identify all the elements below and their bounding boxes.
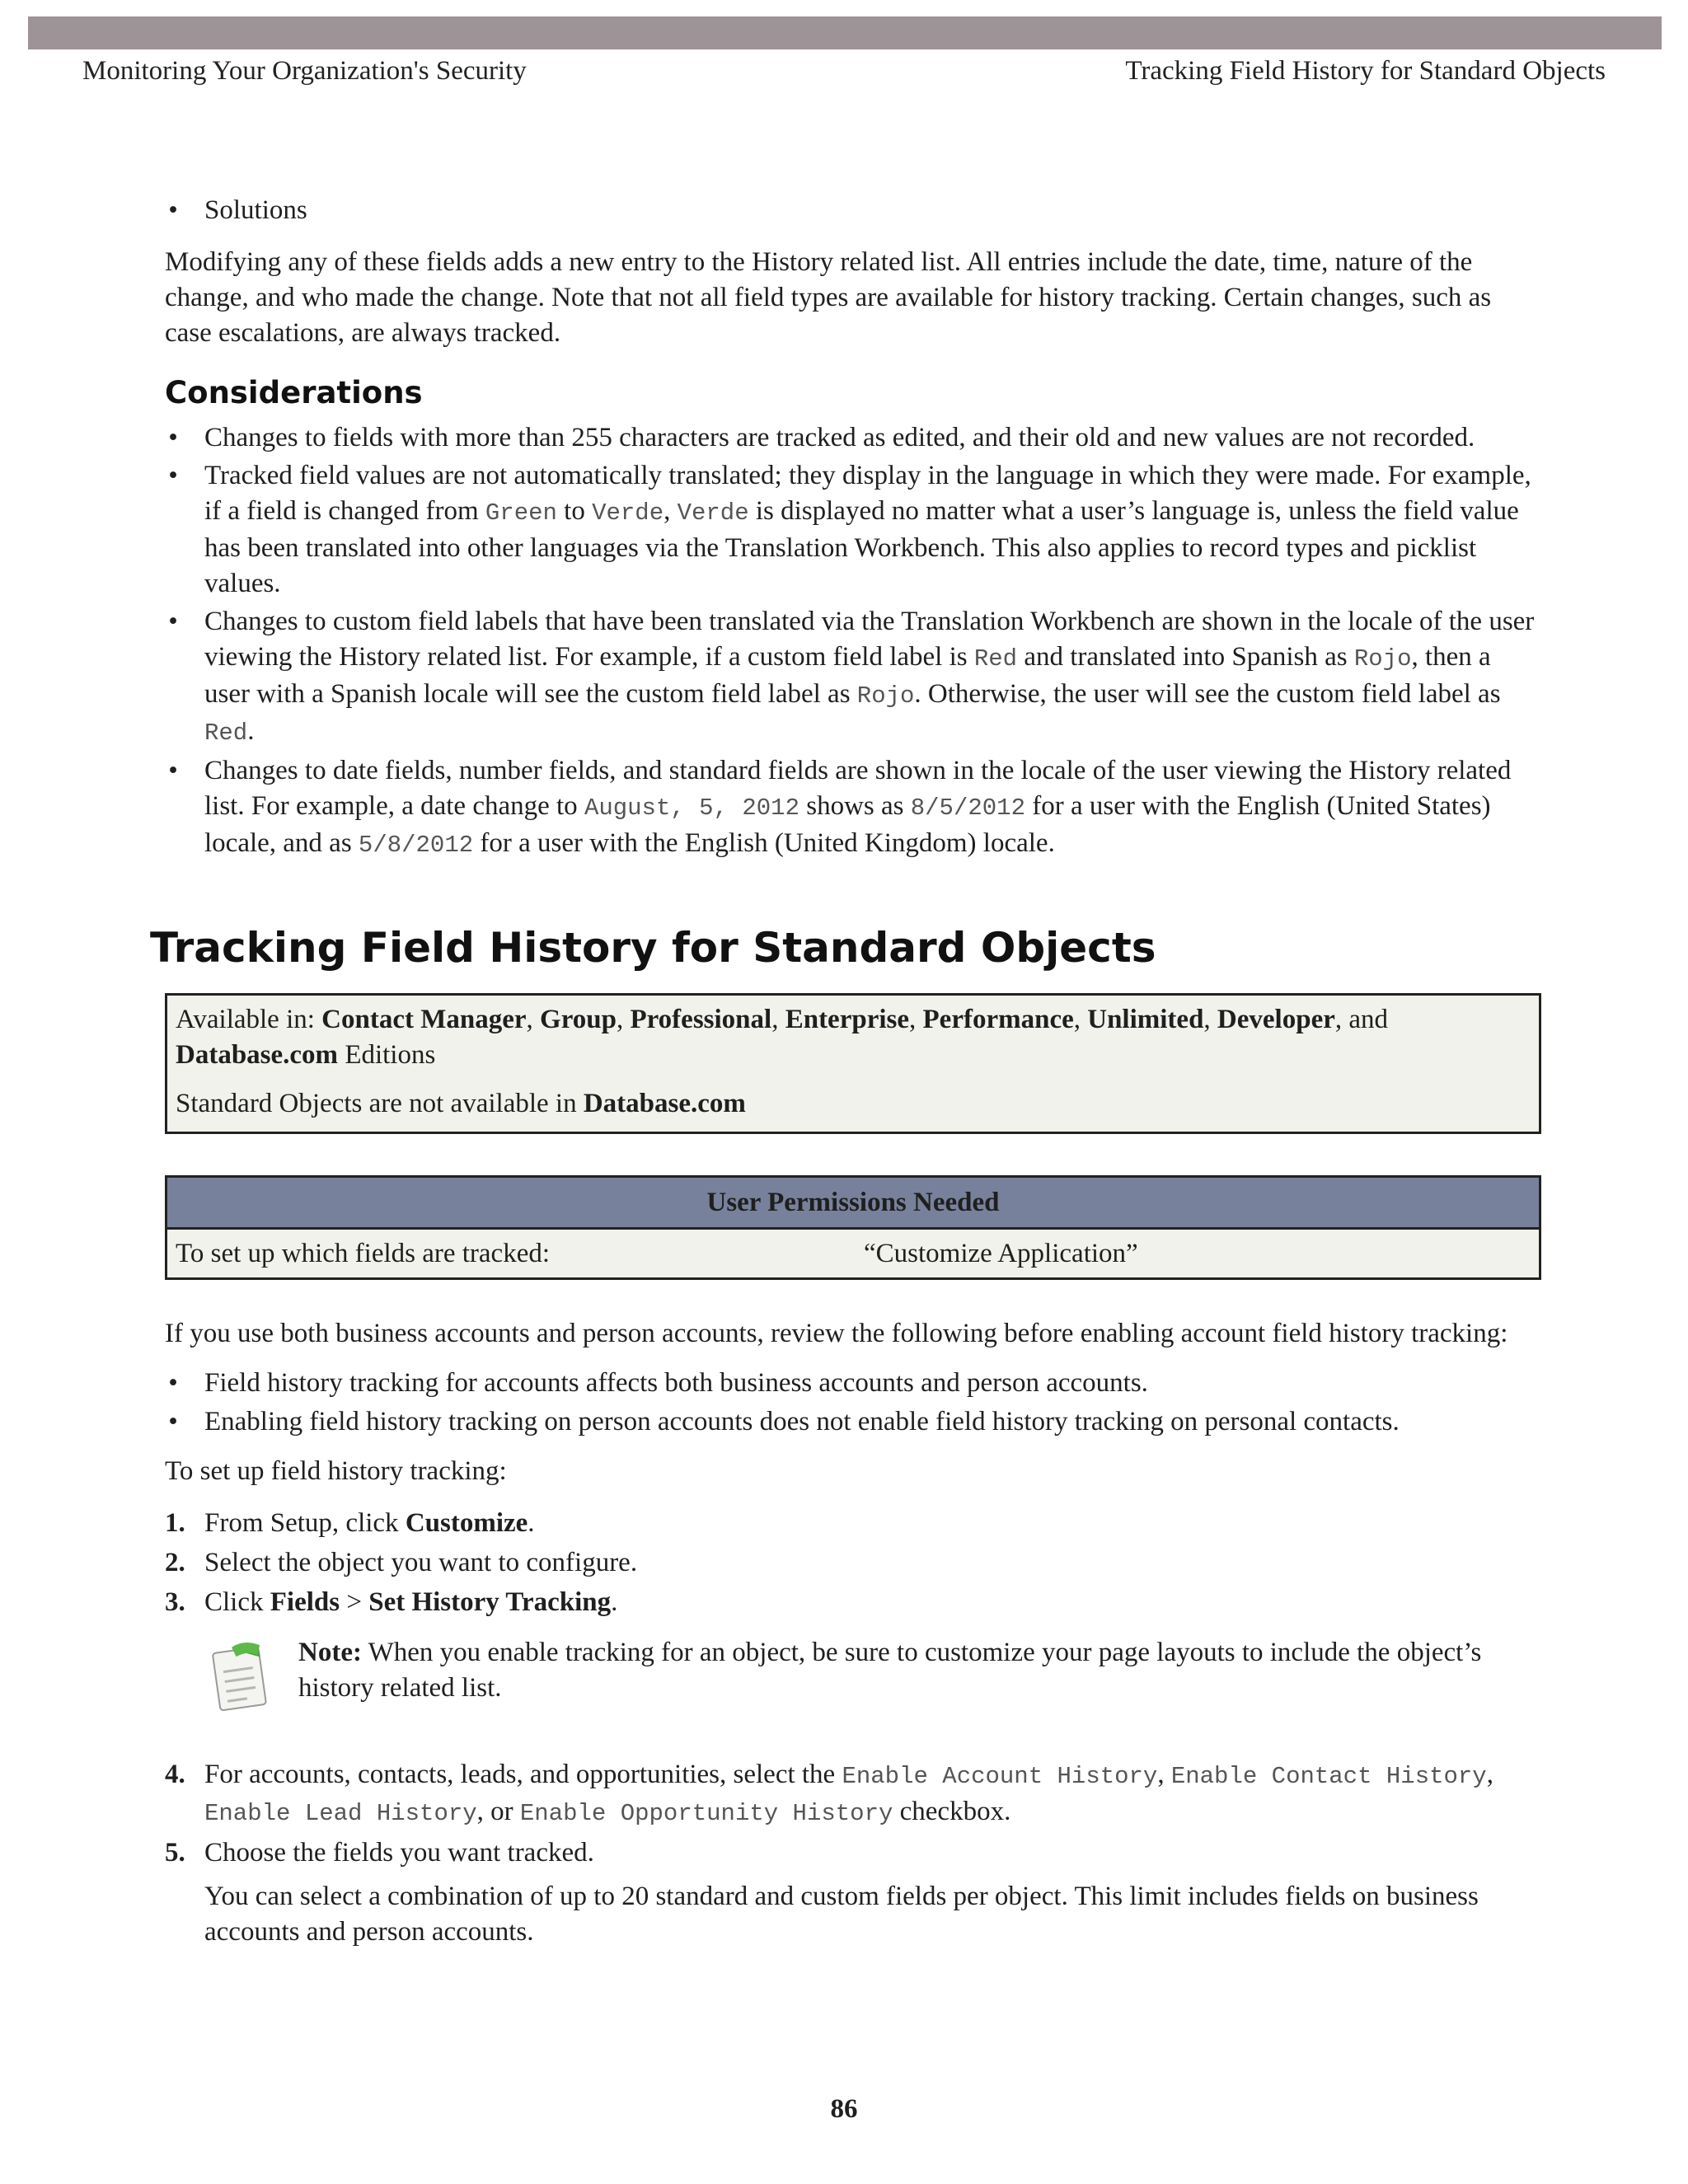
- list-item: • Enabling field history tracking on person accounts does not enable field history tracking on personal contacts.: [168, 1407, 1400, 1436]
- page-content: [150, 193, 1541, 1950]
- page-number: 86: [830, 2094, 858, 2124]
- accounts-list: [165, 1366, 1541, 1440]
- section-title: Tracking Field History for Standard Objects: [150, 924, 1156, 972]
- list-item: • Changes to date fields, number fields, and standard fields are shown in the locale of the user viewing the History related list. For example, a date change to August, 5, 2012 shows as 8/5/2012 for a user with the English (United States) locale, and as 5/8/2012 for a user with the English (United Kingdom) locale.: [168, 756, 1512, 859]
- running-header-left: Monitoring Your Organization's Security: [82, 56, 527, 86]
- top-bar: [28, 16, 1662, 49]
- note-text: When you enable tracking for an object, be sure to customize your page layouts to include the object’s history related list.: [298, 1638, 1482, 1703]
- step-item: 4. For accounts, contacts, leads, and opportunities, select the Enable Account History, Enable Contact History, Enable Lead History, or Enable Opportunity History checkbox.: [165, 1760, 1493, 1827]
- list-item: • Field history tracking for accounts affects both business accounts and person accounts.: [168, 1368, 1148, 1398]
- permission-value: “Customize Application”: [864, 1239, 1138, 1268]
- note-label: Note:: [298, 1638, 362, 1667]
- list-item: • Changes to custom field labels that have been translated via the Translation Workbench are shown in the locale of the user viewing the History related list. For example, if a custom field label is Red and translated into Spanish as Rojo, then a user with a Spanish locale will see the custom field label as Rojo. Otherwise, the user will see the custom field label as Red.: [168, 607, 1535, 747]
- step-item: 5. Choose the fields you want tracked. You can select a combination of up to 20 standard and custom fields per object. This limit includes fields on business accounts and person accounts.: [165, 1835, 1541, 1950]
- availability-box: [165, 993, 1541, 1134]
- step-detail: You can select a combination of up to 20 standard and custom fields per object. This limit includes fields on business accounts and person accounts.: [204, 1882, 1479, 1947]
- permission-task: To set up which fields are tracked:: [176, 1239, 551, 1268]
- permissions-table: [165, 1175, 1541, 1280]
- step-item: 1. From Setup, click Customize.: [165, 1508, 535, 1538]
- table-row: [167, 1230, 1539, 1277]
- step-item: 2. Select the object you want to configure.: [165, 1548, 638, 1577]
- permissions-header: User Permissions Needed: [167, 1178, 1539, 1230]
- standard-objects-note: Standard Objects are not available in Database.com: [176, 1089, 746, 1118]
- running-header-right: Tracking Field History for Standard Objects: [1125, 56, 1606, 86]
- considerations-heading: Considerations: [165, 375, 423, 410]
- history-paragraph: Modifying any of these fields adds a new entry to the History related list. All entries include the date, time, nature of the change, and who made the change. Note that not all field types are available for history tracking. Certain changes, such as case escalations, are always tracked.: [165, 247, 1492, 348]
- note-icon: [206, 1635, 272, 1718]
- setup-steps-continued: [165, 1757, 1541, 1950]
- considerations-list: [165, 420, 1541, 863]
- accounts-paragraph: If you use both business accounts and person accounts, review the following before enabling account field history tracking:: [165, 1319, 1508, 1348]
- list-item: • Solutions: [168, 195, 307, 225]
- setup-steps: [165, 1506, 1541, 1620]
- list-item: • Changes to fields with more than 255 characters are tracked as edited, and their old and new values are not recorded.: [168, 423, 1475, 452]
- availability-editions: Available in: Contact Manager, Group, Professional, Enterprise, Performance, Unlimited, Developer, and Database.com Editions: [176, 1005, 1389, 1070]
- step-item: 3. Click Fields > Set History Tracking.: [165, 1587, 618, 1617]
- setup-intro: To set up field history tracking:: [165, 1456, 507, 1486]
- list-item: • Tracked field values are not automatically translated; they display in the language in which they were made. For example, if a field is changed from Green to Verde, Verde is displayed no matter what a user’s language is, unless the field value has been translated into other languages via the Translation Workbench. This also applies to record types and picklist values.: [168, 461, 1531, 598]
- solutions-list: [165, 193, 1541, 228]
- note-callout: [165, 1635, 1541, 1726]
